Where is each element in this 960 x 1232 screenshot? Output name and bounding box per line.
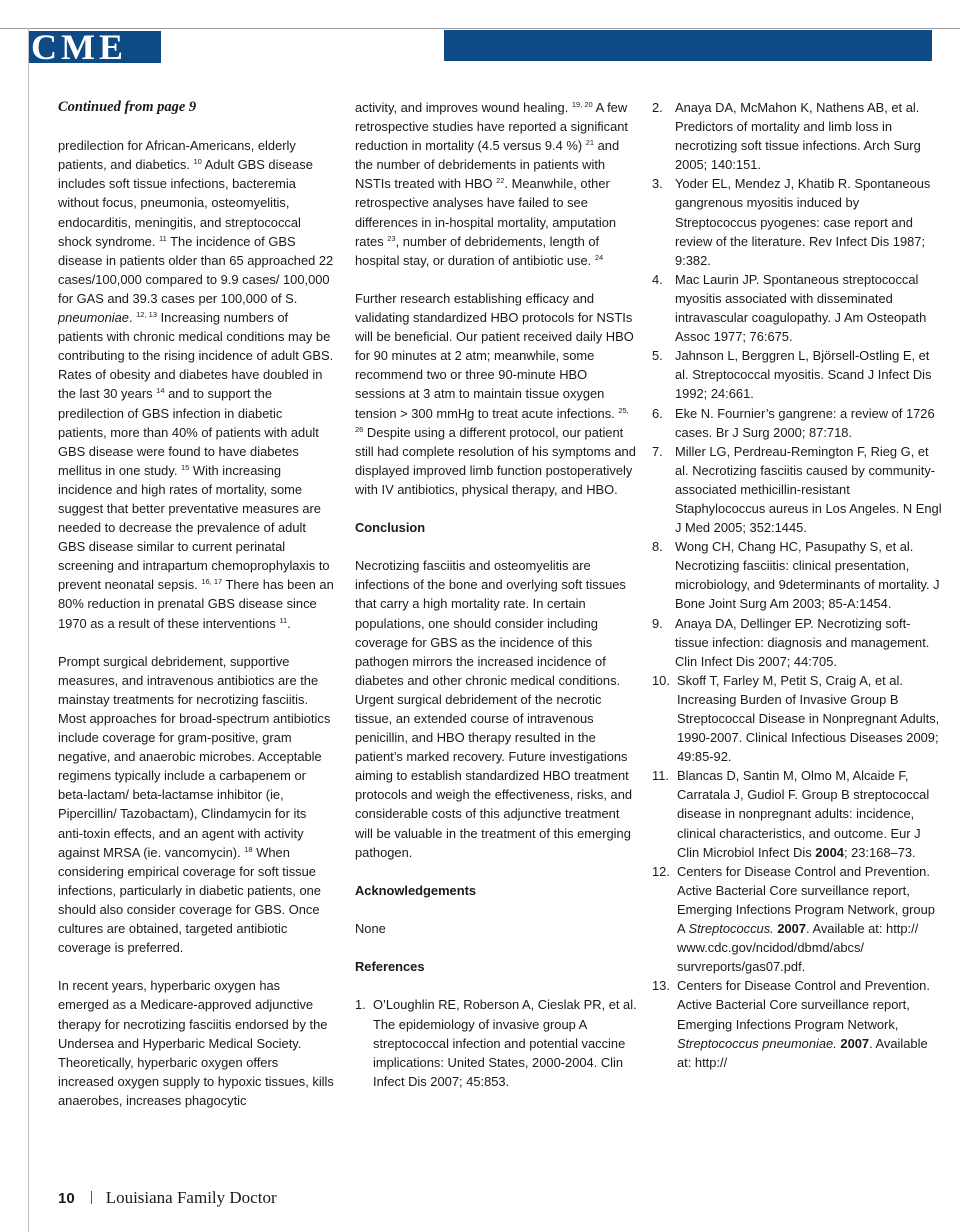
reference-item: 8. Wong CH, Chang HC, Pasupathy S, et al. Necrotizing fasciitis: clinical presentation, microbiology, and 9determinants of mortality. J Bone Joint Surg Am 2003; 85-A:1454. xyxy=(652,539,940,612)
conclusion-heading: Conclusion xyxy=(355,520,426,536)
reference-item: 3. Yoder EL, Mendez J, Khatib R. Spontaneous gangrenous myositis induced by Streptococcus pyogenes: case report and review of the literature. Rev Infect Dis 1987; 9:382. xyxy=(652,176,931,268)
top-rule xyxy=(0,28,960,29)
cme-logo: CME xyxy=(29,31,161,63)
header-color-bar xyxy=(444,30,932,61)
reference-list-continued xyxy=(652,98,942,1072)
reference-item: 12. Centers for Disease Control and Prevention. Active Bacterial Core surveillance report, Emerging Infections Program Network, group A Streptococcus. 2007. Available at: http:// www.cdc.gov/ncidod/dbmd/abcs/ survreports/gas07.pdf. xyxy=(652,863,935,975)
acknowledgements-text: None xyxy=(355,921,386,937)
reference-item: 13. Centers for Disease Control and Prevention. Active Bacterial Core surveillance report, Emerging Infections Program Network, Streptococcus pneumoniae. 2007. Available at: http:// xyxy=(652,978,930,1070)
left-margin-rule xyxy=(28,28,29,1232)
reference-item: 6. Eke N. Fournier’s gangrene: a review of 1726 cases. Br J Surg 2000; 87:718. xyxy=(652,405,935,440)
col2-paragraph-2: Further research establishing efficacy and validating standardized HBO protocols for NSTIs will be beneficial. Our patient received daily HBO for 90 minutes at 2 atm; meanwhile, some recommend two or three 90-minute HBO sessions at 3 atm to maintain tissue oxygen tension > 300 mmHg to treat acute infections. $^{25, 26}$ Despite using a different protocol, our patient still had complete resolution of his symptoms and displayed improved limb function postoperatively with IV antibiotics, physical therapy, and HBO. xyxy=(355,290,636,497)
page-number: 10 xyxy=(58,1190,75,1207)
col1-paragraph-1: predilection for African-Americans, elderly patients, and diabetics. $^{10}$ Adult GBS disease includes soft tissue infections, bacteremia without focus, pneumonia, osteomyelitis, endocarditis, meningitis, and streptococcal shock syndrome. $^{11}$ The incidence of GBS disease in patients older than 65 approached 22 cases/100,000 compared to 9.9 cases/ 100,000 for GAS and 39.3 cases per 100,000 of S. pneumoniae. $^{12, 13}$ Increasing numbers of patients with chronic medical conditions may be contributing to the rising incidence of adult GBS. Rates of obesity and diabetes have doubled in the last 30 years $^{14}$ and to support the predilection of GBS infection in diabetic patients, more than 40% of patients with adult GBS disease were found to have diabetes mellitus in one study. $^{15}$ With increasing incidence and high rates of mortality, some suggest that better preventative measures are needed to decrease the prevalence of adult GBS disease similar to current perinatal screening and intrapartum chemoprophylaxis to prevent neonatal sepsis. $^{16, 17}$ There has been an 80% reduction in prenatal GBS disease since 1970 as a result of these interventions $^{11}$. xyxy=(58,138,334,631)
column-3 xyxy=(652,98,942,1072)
reference-item: 9. Anaya DA, Dellinger EP. Necrotizing soft-tissue infection: diagnosis and management. Clin Infect Dis 2007; 44:705. xyxy=(652,615,930,669)
reference-item: 1. O’Loughlin RE, Roberson A, Cieslak PR, et al. The epidemiology of invasive group A streptococcal infection and potential vaccine implications: United States, 2000-2004. Clin Infect Dis 2007; 45:853. xyxy=(355,997,637,1089)
column-2 xyxy=(355,98,637,1091)
reference-item: 10. Skoff T, Farley M, Petit S, Craig A, et al. Increasing Burden of Invasive Group B Streptococcal Disease in Nonpregnant Adults, 1990-2007. Clinical Infectious Diseases 2009; 49:85-92. xyxy=(652,672,940,765)
col2-paragraph-1: activity, and improves wound healing. $^{19, 20}$ A few retrospective studies have reported a significant reduction in mortality (4.5 versus 9.4 %) $^{21}$ and the number of debridements in patients with NSTIs treated with HBO $^{22}$. Meanwhile, other retrospective analyses have failed to see differences in in-hospital mortality, amputation rates $^{23}$, number of debridements, length of hospital stay, or duration of antibiotic use. $^{24}$ xyxy=(355,100,629,268)
continued-from-label: Continued from page 9 xyxy=(58,99,197,115)
reference-item: 11. Blancas D, Santin M, Olmo M, Alcaide F, Carratala J, Gudiol F. Group B streptococcal disease in nonpregnant adults: incidence, clinical characteristics, and outcome. Eur J Clin Microbiol Infect Dis 2004; 23:168–73. xyxy=(652,768,930,860)
reference-item: 5. Jahnson L, Berggren L, Björsell-Ostling E, et al. Streptococcal myositis. Scand J Infect Dis 1992; 24:661. xyxy=(652,348,932,402)
reference-item: 2. Anaya DA, McMahon K, Nathens AB, et al. Predictors of mortality and limb loss in necrotizing soft tissue infections. Arch Surg 2005; 140:151. xyxy=(652,100,921,173)
references-heading: References xyxy=(355,959,425,975)
acknowledgements-heading: Acknowledgements xyxy=(355,882,477,898)
magazine-title: Louisiana Family Doctor xyxy=(105,1188,277,1207)
conclusion-text: Necrotizing fasciitis and osteomyelitis are infections of the bone and overlying soft tissues that carry a high mortality rate. In certain populations, one should consider including coverage for GBS as the incidence of this pathogen mirrors the increased incidence of diabetes and other chronic medical conditions. Urgent surgical debridement of the necrotic tissue, an extended course of intravenous penicillin, and HBO therapy resulted in the patient’s marked recovery. Future investigations aiming to establish standardized HBO treatment protocols and weigh the effectiveness, risks, and considerable costs of this adjunctive treatment will be valuable in the treatment of this emerging pathogen. xyxy=(355,558,633,860)
reference-list-start xyxy=(355,995,637,1090)
footer-divider xyxy=(91,1191,92,1204)
page-footer xyxy=(58,1186,277,1210)
reference-item: 7. Miller LG, Perdreau-Remington F, Rieg G, et al. Necrotizing fasciitis caused by community-associated methicillin-resistant Staphylococcus aureus in Los Angeles. N Engl J Med 2005; 352:1445. xyxy=(652,443,942,536)
col1-paragraph-3: In recent years, hyperbaric oxygen has emerged as a Medicare-approved adjunctive therapy for necrotizing fasciitis endorsed by the Undersea and Hyperbaric Medical Society. Theoretically, hyperbaric oxygen offers increased oxygen supply to hypoxic tissues, kills anaerobes, increases phagocytic xyxy=(58,978,334,1108)
col1-paragraph-2: Prompt surgical debridement, supportive measures, and intravenous antibiotics are the mainstay treatments for necrotizing fasciitis. Most approaches for broad-spectrum antibiotics include coverage for gram-positive, gram negative, and anaerobic microbes. Acceptable regimens typically include a carbapenem or beta-lactam/ beta-lactamse inhibitor (ie, Pipercillin/ Tazobactam), Clindamycin for its anti-toxin effects, and an agent with activity against MRSA (ie. vancomycin). $^{18}$ When considering empirical coverage for soft tissue infections, particularly in diabetic patients, one should also consider coverage for GBS. Once cultures are obtained, targeted antibiotic coverage is preferred. xyxy=(58,653,331,956)
reference-item: 4. Mac Laurin JP. Spontaneous streptococcal myositis associated with disseminated intravascular coagulopathy. J Am Osteopath Assoc 1977; 76:675. xyxy=(652,271,927,345)
column-1 xyxy=(58,98,334,1110)
